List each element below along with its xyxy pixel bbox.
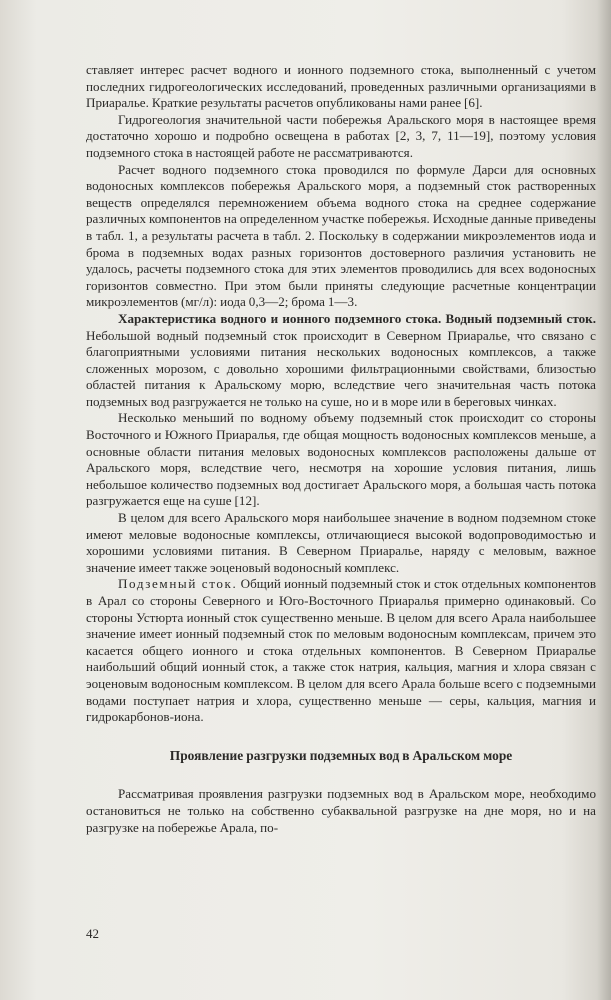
section-heading: Проявление разгрузки подземных вод в Аральском море — [169, 747, 513, 763]
paragraph-4-lead: Характеристика водного и ионного подземного стока. Водный подземный сток. — [118, 310, 596, 326]
page-binding-shadow — [597, 0, 611, 1000]
paragraph-7-lead: Подземный сток. — [118, 576, 238, 592]
paragraph-4-text: Небольшой водный подземный сток происходит в Северном Приаралье, что связано с благоприятными условиями питания нескольких водоносных комплексов, а также сложенных морозом, с довольно хорошими фильтрационными свойствами, близостью областей питания к Аральскому морю, вследствие чего значительная часть потока подземных вод разгружается не только на суше, но и в море или в береговых чинках. — [86, 327, 596, 409]
paragraph-7 — [86, 576, 596, 725]
paragraph-2: Гидрогеология значительной части побережья Аральского моря в настоящее время достаточно хорошо и подробно освещена в работах [2, 3, 7, 11—19], поэтому условия подземного стока в настоящей работе не рассматриваются. — [86, 111, 596, 160]
paragraph-6: В целом для всего Аральского моря наибольшее значение в водном подземном стоке имеют меловые водоносные комплексы, отличающиеся высокой водопроводимостью и хорошими условиями питания. В Северном Приаралье, наряду с меловым, важное значение имеет также эоценовый водоносный комплекс. — [86, 510, 596, 575]
paragraph-5: Несколько меньший по водному объему подземный сток происходит со стороны Восточного и Южного Приаралья, где общая мощность водоносных комплексов меньше, а основные области питания меловых водоносных комплексов расположены дальше от Аральского моря, вследствие чего, несмотря на хорошие условия питания, лишь небольшое количество подземных вод достигает Аральского моря, а большая часть потока разгружается еще на суше [12]. — [86, 410, 596, 509]
page-number: 42 — [86, 926, 99, 941]
body-text — [86, 62, 596, 836]
paragraph-1: ставляет интерес расчет водного и ионного подземного стока, выполненный с учетом последних гидрогеологических исследований, проведенных различными организациями в Приаралье. Краткие результаты расчетов опубликованы нами ранее [6]. — [86, 62, 596, 111]
paragraph-4 — [86, 311, 596, 411]
paragraph-3: Расчет водного подземного стока проводился по формуле Дарси для основных водоносных комплексов побережья Аральского моря, а подземный сток растворенных веществ определялся перемножением объема водного стока на среднее содержание различных компонентов на определенном участке побережья. Исходные данные приведены в табл. 1, а результаты расчета в табл. 2. Поскольку в содержании микроэлементов иода и брома в подземных водах разных горизонтов достоверного различия установить не удалось, расчеты подземного стока для этих элементов проводились для всех водоносных горизонтов совместно. При этом были приняты следующие расчетные концентрации микроэлементов (мг/л): иода 0,3—2; брома 1—3. — [86, 161, 596, 310]
paragraph-8: Рассматривая проявления разгрузки подземных вод в Аральском море, необходимо остановиться не только на собственно субаквальной разгрузке на дне моря, но и на разгрузке на побережье Арала, по- — [86, 786, 596, 835]
paragraph-7-text: Общий ионный подземный сток и сток отдельных компонентов в Арал со стороны Северного и Юго-Восточного Приаралья примерно одинаковый. Со стороны Устюрта ионный сток существенно меньше. В целом для всего Арала наибольшее значение имеет ионный подземный сток по меловым водоносным комплексам, причем это касается общего ионного и стока отдельных компонентов. В Северном Приаралье наибольший общий ионный сток, а также сток натрия, кальция, магния и хлора связан с эоценовым водоносным комплексом. В целом для всего Арала больше всего с подземными водами поступает натрия и хлора, существенно меньше — серы, кальция, магния и гидрокарбонов-иона. — [86, 576, 596, 725]
